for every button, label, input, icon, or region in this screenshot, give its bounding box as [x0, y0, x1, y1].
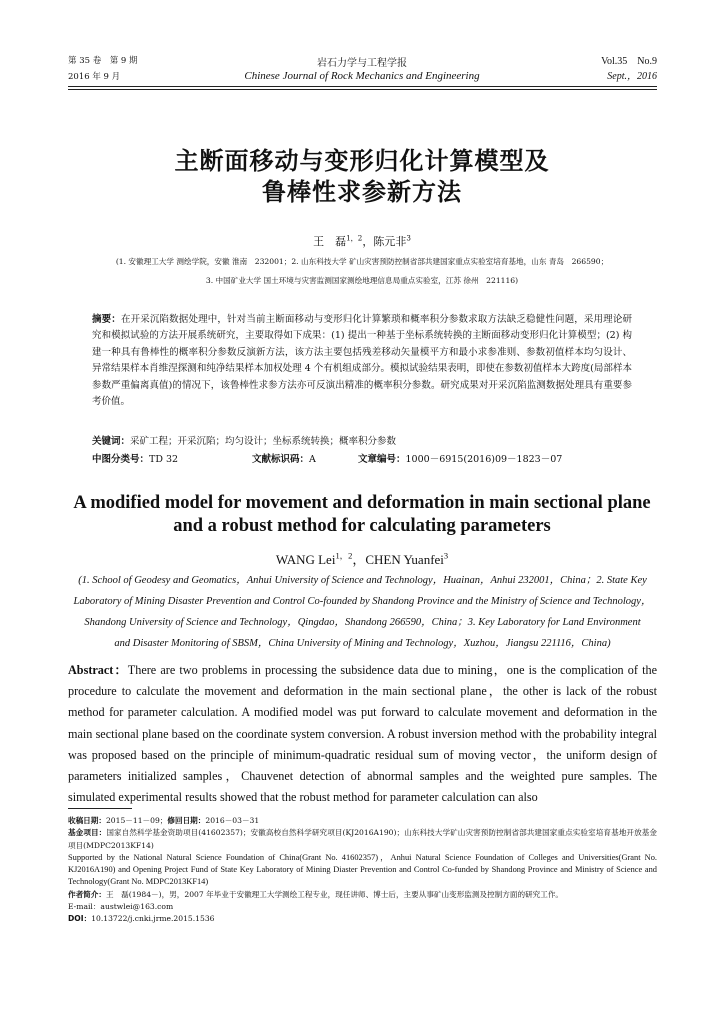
abstract-en-text: There are two problems in processing the subsidence data due to mining，one is the complication of the procedure to calculate the movement and deformation in the main sectional plane，the other is lack of the robust method for parameter calculation. A modified model was put forward to calculate movement and deformation in the main sectional plane based on the coordinate system conversion. A robust inversion method with the probability integral was proposed based on the principle of minimum-quadratic residual sum of moving vector，the uniform design of parameters initialized samples，Chauvenet detection of abnormal samples and the weighted pure samples. The simulated experimental results showed that the robust method for parameter calculation can also: [68, 663, 658, 805]
footnote-author: [68, 889, 657, 901]
keywords-cn-label: 关键词：: [92, 436, 131, 447]
article-number-label: 文章编号：: [358, 454, 406, 465]
header-rule-thin: [68, 89, 657, 90]
header-date-en: Sept.，2016: [607, 71, 657, 82]
author-cn-2: 陈元非: [373, 235, 407, 248]
doi-value: 10.13722/j.cnki.jrme.2015.1536: [91, 914, 215, 924]
keywords-cn-text: 采矿工程；开采沉陷；均匀设计；坐标系统转换；概率积分参数: [130, 436, 397, 447]
author-en-sep: ，: [352, 552, 366, 567]
article-number-value: 1000－6915(2016)09－1823－07: [405, 454, 563, 465]
footnote-fund: [68, 827, 657, 852]
footnote-support-en: Supported by the National Natural Science Foundation of China(Grant No. 41602357)，Anhui Natural Science Foundation of Colleges and Universities(Grant No. KJ2016A190) and Opening Project Fund of State Key Laboratory of Mining Diaster Prevention and Control Co-funded by Shandong Province and Ministry of Science and Technology(Grant No. MDPC2013KF14): [68, 852, 657, 887]
author-cn-sep: ，: [362, 235, 374, 248]
header-journal-cn: 岩石力学与工程学报: [317, 58, 407, 69]
affiliation-en-line4: and Disaster Monitoring of SBSM，China University of Mining and Technology，Xuzhou，Jiangsu 221116，China): [114, 638, 611, 649]
header-volume-en: Vol.35 No.9: [601, 56, 657, 67]
author-en-1: WANG Lei: [275, 552, 336, 567]
abstract-en: [68, 660, 657, 808]
doc-code-value: A: [309, 454, 316, 465]
abstract-cn-label: 摘要：: [92, 314, 121, 325]
clc-block: [92, 452, 178, 468]
revised-value: 2016－03－31: [205, 816, 260, 825]
clc-value: TD 32: [149, 454, 179, 465]
affiliation-en-line2: Laboratory of Mining Disaster Prevention and Control Co-founded by Shandong Province and the Ministry of Science and Technology，: [73, 596, 652, 607]
abstract-cn: [92, 312, 632, 410]
title-cn-line1: 主断面移动与变形归化计算模型及: [174, 147, 550, 175]
header-volume-cn: 第 35 卷 第 9 期: [68, 56, 138, 66]
footnote-doi: [68, 913, 657, 925]
keywords-cn: [92, 434, 632, 450]
fund-text: 国家自然科学基金资助项目(41602357)；安徽高校自然科学研究项目(KJ2016A190)；山东科技大学矿山灾害预防控制省部共建国家重点实验室培育基地开放基金项目(MDPC2013KF14): [68, 828, 658, 850]
affiliation-cn-line2: 3. 中国矿业大学 国土环境与灾害监测国家测绘地理信息局重点实验室，江苏 徐州 221116): [205, 276, 519, 285]
title-en-line1: A modified model for movement and deformation in main sectional plane: [73, 493, 651, 513]
author-bio-label: 作者简介：: [68, 889, 106, 899]
abstract-cn-text: 在开采沉陷数据处理中，针对当前主断面移动与变形归化计算繁琐和概率积分参数求取方法缺乏稳健性问题，采用理论研究和模拟试验的方法开展系统研究，主要取得如下成果：(1) 提出一种基于坐标系统转换的主断面移动变形归化计算模型；(2) 构建一种具有鲁棒性的概率积分参数反演新方法，该方法主要包括残差移动矢量模平方和最小求参准则、参数初值样本均匀设计、异常结果样本肖维涅探测和纯净结果样本加权处理 4 个有机组成部分。模拟试验结果表明，即使在参数初值样本大跨度(局部样本参数严重偏离真值)的情况下，该鲁棒性求参方法亦可反演出精准的概率积分参数。研究成果对开采沉陷监测数据处理具有重要参考价值。: [92, 314, 632, 408]
footnote-rule: [68, 808, 132, 809]
doi-label: DOI：: [68, 914, 92, 924]
fund-label: 基金项目：: [68, 828, 107, 838]
author-en-2: CHEN Yuanfei: [365, 552, 444, 567]
abstract-en-label: Abstract：: [68, 663, 128, 677]
title-cn-line2: 鲁棒性求参新方法: [262, 178, 462, 206]
authors-cn: [0, 233, 724, 249]
header-rule: [68, 86, 657, 87]
revised-label: 修回日期：: [167, 816, 206, 825]
footnote-dates: [68, 815, 657, 827]
title-en-line2: and a robust method for calculating parameters: [173, 516, 551, 536]
header-journal-en: Chinese Journal of Rock Mechanics and Engineering: [244, 70, 480, 82]
author-cn-2-affil: 3: [406, 233, 411, 243]
article-number-block: [358, 452, 562, 468]
footnotes: [68, 815, 657, 926]
affiliation-en-line3: Shandong University of Science and Technology，Qingdao，Shandong 266590，China；3. Key Laboratory for Land Environment: [84, 617, 641, 628]
author-en-2-affil: 3: [443, 550, 449, 561]
authors-en: [0, 549, 724, 568]
footnote-email: E-mail：austwlei@163.com: [68, 902, 174, 912]
header-date-cn: 2016 年 9 月: [68, 72, 121, 82]
affiliation-cn-line1: (1. 安徽理工大学 测绘学院，安徽 淮南 232001；2. 山东科技大学 矿山灾害预防控制省部共建国家重点实验室培育基地，山东 青岛 266590；: [115, 257, 609, 266]
doc-code-block: [252, 452, 316, 468]
author-cn-1: 王 磊: [313, 235, 347, 248]
received-value: 2015－11－09；: [105, 816, 168, 825]
doc-code-label: 文献标识码：: [252, 454, 310, 465]
author-en-1-affil: 1，2: [335, 550, 353, 561]
clc-label: 中图分类号：: [92, 454, 150, 465]
received-label: 收稿日期：: [68, 816, 106, 825]
author-bio-text: 王 磊(1984－)，男，2007 年毕业于安徽理工大学测绘工程专业，现任讲师、博士后，主要从事矿山变形监测及控制方面的研究工作。: [105, 889, 564, 899]
author-cn-1-affil: 1，2: [346, 233, 363, 243]
affiliation-en-line1: (1. School of Geodesy and Geomatics，Anhui University of Science and Technology，Huainan，Anhui 232001，China；2. State Key: [78, 575, 647, 586]
